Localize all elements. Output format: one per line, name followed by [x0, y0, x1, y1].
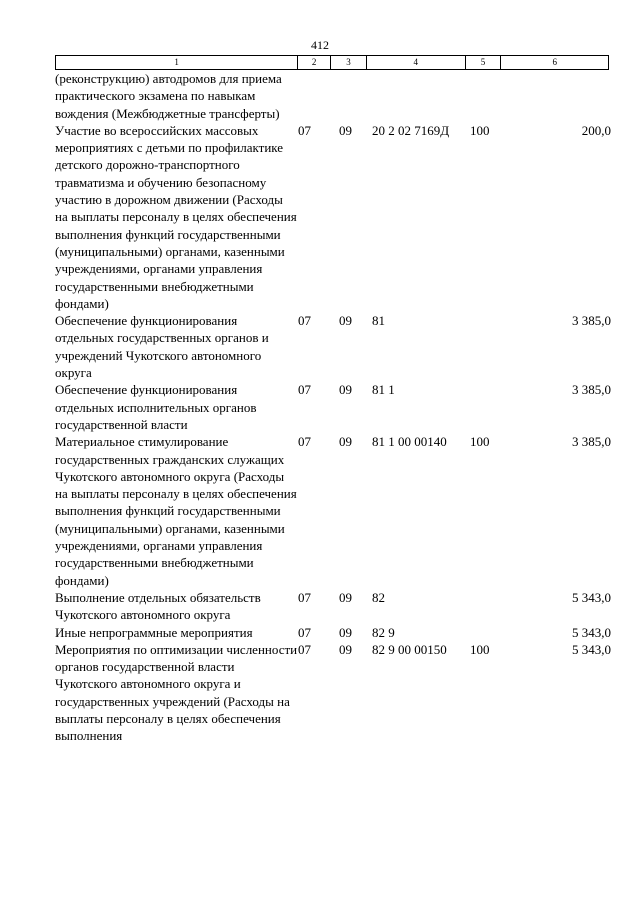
table-body: [55, 70, 611, 745]
table-row: [55, 641, 611, 745]
row-name: Обеспечение функционирования отдельных исполнительных органов государственной власти: [55, 382, 257, 432]
table-row: [55, 122, 611, 312]
header-col-1: 1: [56, 56, 298, 69]
table-row: [55, 624, 611, 641]
row-name: Участие во всероссийских массовых мероприятиях с детьми по профилактике детского дорожно-транспортного травматизма и обучению безопасному участию в дорожном движении (Расходы на выплаты персоналу в целях обеспечения выполнения функций государственными (муниципальными) органами, казенными учреждениями, органами управления государственными внебюджетными фондами): [55, 122, 297, 311]
header-col-5: 5: [466, 56, 502, 69]
row-subsection: 09: [339, 122, 352, 138]
row-section: 07: [298, 641, 311, 657]
row-section: 07: [298, 624, 311, 640]
header-col-6: 6: [552, 57, 557, 67]
row-expense-type: [470, 381, 506, 433]
row-amount: 5 343,0: [572, 589, 611, 605]
row-section: [298, 70, 337, 122]
row-expense-type: [470, 70, 506, 122]
table-row: [55, 381, 611, 433]
row-section: 07: [298, 589, 311, 605]
row-section: 07: [298, 313, 311, 329]
row-expense-type: 100: [470, 122, 490, 138]
header-col-4: 4: [367, 56, 466, 69]
row-amount: 5 343,0: [572, 641, 611, 657]
row-amount: 5 343,0: [572, 624, 611, 640]
row-target-article: 82 9 00 00150: [372, 641, 447, 657]
row-name: (реконструкцию) автодромов для приема практического экзамена по навыкам вождения (Межбюджетные трансферты): [55, 71, 282, 121]
row-section: 07: [298, 122, 311, 138]
header-col-2: 2: [298, 56, 331, 69]
row-name: Материальное стимулирование государственных гражданских служащих Чукотского автономного округа (Расходы на выплаты персоналу в целях обеспечения выполнения функций государственными (муниципальными) органами, казенными учреждениями, органами управления государственными внебюджетными фондами): [55, 434, 297, 588]
row-target-article: 81 1 00 00140: [372, 434, 447, 450]
row-expense-type: 100: [470, 641, 490, 657]
table-row: [55, 312, 611, 381]
row-target-article: [372, 70, 470, 122]
row-subsection: 09: [339, 434, 352, 450]
row-subsection: 09: [339, 382, 352, 398]
row-name: Мероприятия по оптимизации численности органов государственной власти Чукотского автономного округа и государственных учреждений (Расходы на выплаты персоналу в целях обеспечения выполнения: [55, 641, 298, 744]
row-expense-type: [470, 589, 506, 624]
row-subsection: 09: [339, 641, 352, 657]
page-number: 412: [311, 38, 329, 52]
row-subsection: 09: [339, 589, 352, 605]
row-target-article: 82: [372, 589, 385, 605]
table-row: [55, 589, 611, 624]
row-target-article: 20 2 02 7169Д: [372, 122, 450, 138]
row-amount: 200,0: [581, 122, 611, 138]
header-col-3: 3: [331, 56, 367, 69]
row-expense-type: [470, 312, 506, 381]
row-subsection: 09: [339, 624, 352, 640]
row-name: Иные непрограммные мероприятия: [55, 624, 253, 640]
row-target-article: 81 1: [372, 382, 395, 398]
row-expense-type: [470, 624, 506, 641]
row-section: 07: [298, 382, 311, 398]
row-amount: 3 385,0: [572, 313, 611, 329]
row-subsection: [337, 70, 372, 122]
row-expense-type: 100: [470, 434, 490, 450]
row-name: Выполнение отдельных обязательств Чукотского автономного округа: [55, 589, 261, 623]
row-target-article: 81: [372, 313, 385, 329]
row-name: Обеспечение функционирования отдельных государственных органов и учреждений Чукотского автономного округа: [55, 313, 269, 381]
row-amount: 3 385,0: [572, 434, 611, 450]
row-subsection: 09: [339, 313, 352, 329]
row-target-article: 82 9: [372, 624, 395, 640]
row-amount: [506, 70, 611, 122]
table-row: [55, 433, 611, 589]
table-header: [55, 55, 609, 70]
table-row: [55, 70, 611, 122]
row-section: 07: [298, 434, 311, 450]
row-amount: 3 385,0: [572, 382, 611, 398]
